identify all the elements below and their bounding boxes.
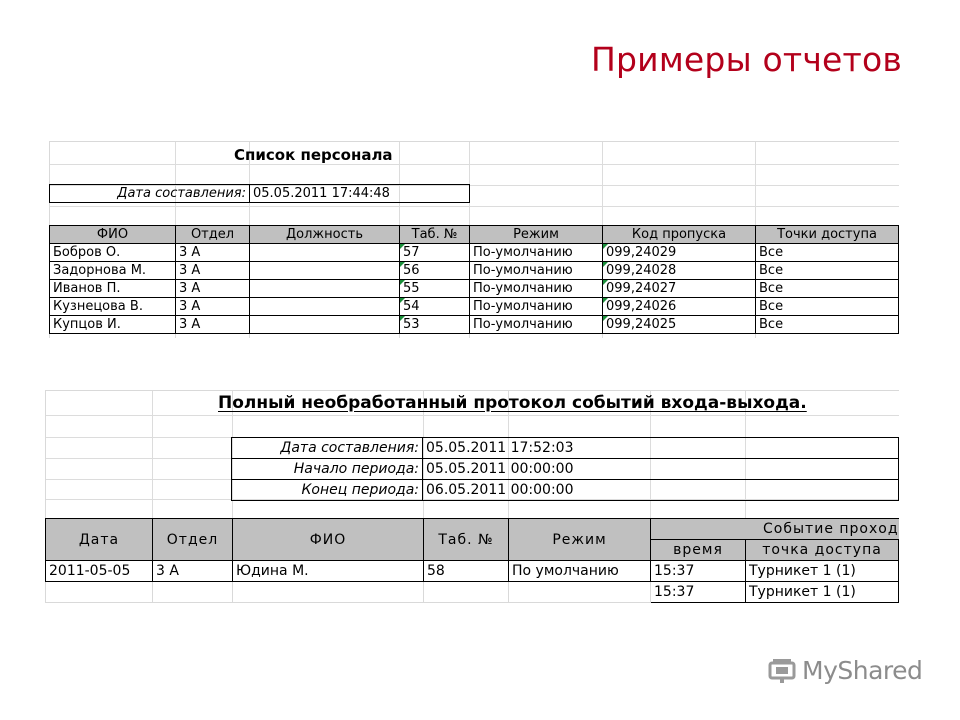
cell-tab-no: 58: [424, 561, 509, 582]
report1-date-label: Дата составления:: [50, 185, 250, 203]
table-row: [50, 244, 899, 262]
events-header-row: [46, 519, 899, 540]
table-row: [50, 316, 899, 334]
col-header-event-group: Событие проход: [651, 519, 899, 540]
cell-fio: Юдина М.: [233, 561, 424, 582]
cell-fio: Задорнова М.: [50, 262, 176, 280]
info-label-period-start: Начало периода:: [232, 459, 423, 480]
report1-title: Список персонала: [234, 146, 393, 164]
cell-mode: По-умолчанию: [470, 298, 603, 316]
cell-tab-no: 56: [400, 262, 470, 280]
cell-access-points: Все: [756, 280, 899, 298]
personnel-table: [49, 225, 899, 334]
cell-access-points: Все: [756, 298, 899, 316]
presentation-board-icon: [768, 658, 796, 684]
cell-position: [250, 262, 400, 280]
table-row: [50, 298, 899, 316]
cell-access-points: Все: [756, 316, 899, 334]
col-header-tab-no: Таб. №: [424, 519, 509, 561]
info-row-date: [232, 438, 899, 459]
cell-pass-code: 099,24026: [603, 298, 756, 316]
cell-fio: Бобров О.: [50, 244, 176, 262]
cell-pass-code: 099,24025: [603, 316, 756, 334]
col-header-pass-code: Код пропуска: [603, 226, 756, 244]
info-value-period-end: 06.05.2011 00:00:00: [423, 480, 899, 501]
cell-position: [250, 244, 400, 262]
cell-mode: По умолчанию: [509, 561, 651, 582]
cell-tab-no: [424, 582, 509, 603]
col-header-time: время: [651, 540, 746, 561]
table-row: [50, 262, 899, 280]
col-header-dept: Отдел: [153, 519, 233, 561]
info-label-date: Дата составления:: [232, 438, 423, 459]
info-label-period-end: Конец периода:: [232, 480, 423, 501]
report1-date-box: [49, 184, 470, 203]
cell-dept: 3 А: [176, 262, 250, 280]
cell-access-points: Все: [756, 244, 899, 262]
table-row: [46, 561, 899, 582]
info-value-date: 05.05.2011 17:52:03: [423, 438, 899, 459]
watermark-text: MyShared: [802, 656, 923, 685]
cell-access-point: Турникет 1 (1): [746, 561, 899, 582]
cell-tab-no: 55: [400, 280, 470, 298]
cell-dept: 3 А: [176, 280, 250, 298]
cell-fio: Кузнецова В.: [50, 298, 176, 316]
cell-dept: 3 А: [176, 316, 250, 334]
slide-title: Примеры отчетов: [591, 40, 902, 79]
cell-dept: 3 А: [176, 244, 250, 262]
cell-fio: Иванов П.: [50, 280, 176, 298]
cell-mode: По-умолчанию: [470, 316, 603, 334]
report1-date-value: 05.05.2011 17:44:48: [250, 185, 470, 203]
cell-tab-no: 53: [400, 316, 470, 334]
cell-date: [46, 582, 153, 603]
col-header-dept: Отдел: [176, 226, 250, 244]
cell-access-point: Турникет 1 (1): [746, 582, 899, 603]
col-header-fio: ФИО: [233, 519, 424, 561]
table-row: [50, 280, 899, 298]
col-header-tab-no: Таб. №: [400, 226, 470, 244]
cell-dept: 3 А: [176, 298, 250, 316]
col-header-access-points: Точки доступа: [756, 226, 899, 244]
cell-pass-code: 099,24027: [603, 280, 756, 298]
cell-position: [250, 316, 400, 334]
cell-pass-code: 099,24028: [603, 262, 756, 280]
info-value-period-start: 05.05.2011 00:00:00: [423, 459, 899, 480]
report2-info-box: [231, 437, 899, 501]
cell-mode: По-умолчанию: [470, 280, 603, 298]
cell-mode: По-умолчанию: [470, 244, 603, 262]
cell-time: 15:37: [651, 582, 746, 603]
table-row: [46, 582, 899, 603]
col-header-fio: ФИО: [50, 226, 176, 244]
cell-mode: По-умолчанию: [470, 262, 603, 280]
cell-tab-no: 54: [400, 298, 470, 316]
col-header-mode: Режим: [509, 519, 651, 561]
col-header-mode: Режим: [470, 226, 603, 244]
col-header-access-point: точка доступа: [746, 540, 899, 561]
watermark-logo: [768, 656, 922, 685]
cell-access-points: Все: [756, 262, 899, 280]
personnel-header-row: [50, 226, 899, 244]
cell-date: 2011-05-05: [46, 561, 153, 582]
cell-dept: 3 А: [153, 561, 233, 582]
cell-tab-no: 57: [400, 244, 470, 262]
info-row-period-start: [232, 459, 899, 480]
cell-dept: [153, 582, 233, 603]
cell-position: [250, 280, 400, 298]
info-row-period-end: [232, 480, 899, 501]
cell-fio: Купцов И.: [50, 316, 176, 334]
col-header-date: Дата: [46, 519, 153, 561]
events-table: [45, 518, 899, 603]
cell-position: [250, 298, 400, 316]
cell-mode: [509, 582, 651, 603]
cell-time: 15:37: [651, 561, 746, 582]
col-header-position: Должность: [250, 226, 400, 244]
cell-pass-code: 099,24029: [603, 244, 756, 262]
report2-title: Полный необработанный протокол событий входа-выхода.: [218, 393, 807, 413]
cell-fio: [233, 582, 424, 603]
